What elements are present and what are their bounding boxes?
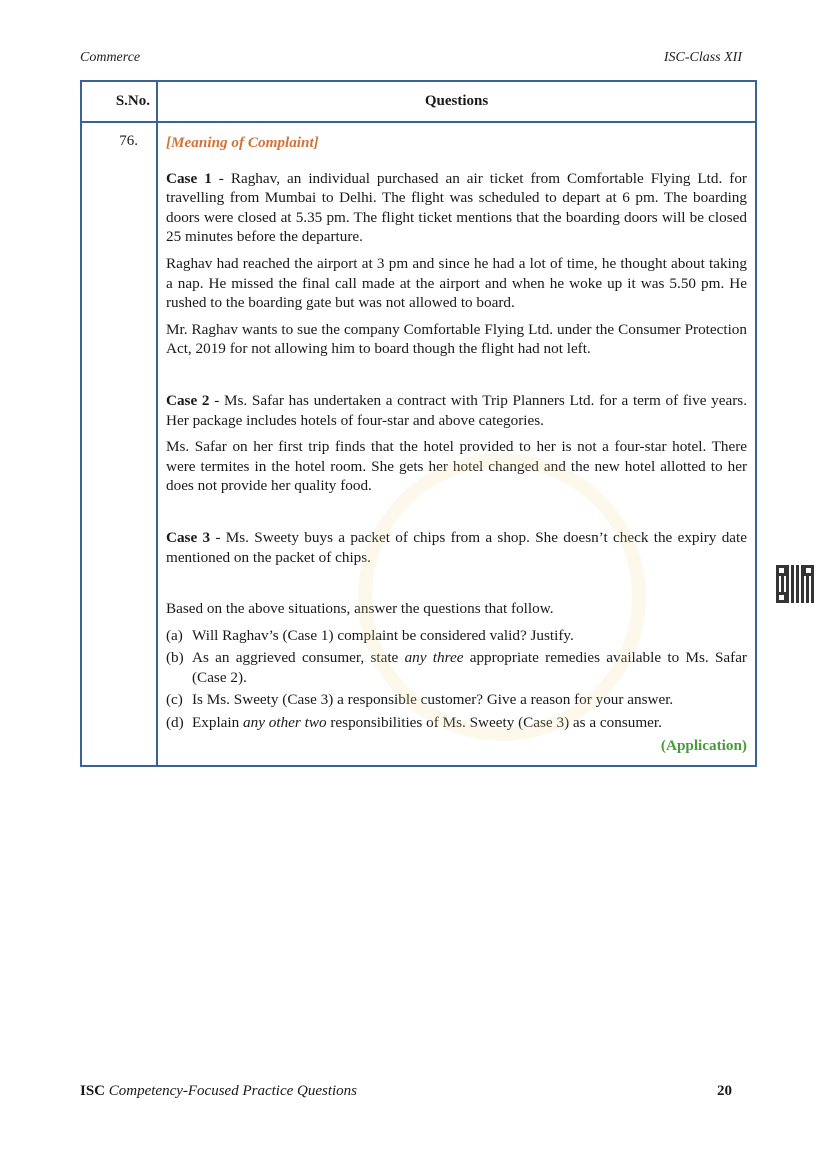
qr-code-icon[interactable] — [776, 565, 814, 603]
case-1 — [166, 169, 747, 359]
sub-question-a: (a) Will Raghav’s (Case 1) complaint be considered valid? Justify. — [166, 626, 574, 644]
subject-label: Commerce — [80, 50, 141, 65]
sub-question-d: (d) Explain any other two responsibilities of Ms. Sweety (Case 3) as a consumer. — [166, 714, 662, 732]
class-label: ISC-Class XII — [663, 50, 742, 65]
case-2 — [166, 391, 747, 496]
question-number: 76. — [81, 122, 157, 766]
case-text: - Ms. Safar has undertaken a contract with Trip Planners Ltd. for a term of five years. Her package includes hotels of four-star and above categories. — [166, 391, 747, 429]
page-footer — [80, 1083, 732, 1100]
case-text: Raghav had reached the airport at 3 pm and since he had a lot of time, he thought about taking a nap. He missed the final call made at the airport and when he woke up it was 5.50 pm. He rushed to the boarding gate but was not allowed to board. — [166, 254, 747, 312]
topic-heading: [Meaning of Complaint] — [166, 134, 319, 151]
column-header-questions: Questions — [157, 81, 756, 122]
table-row — [81, 122, 756, 766]
case-text: Ms. Safar on her first trip finds that the hotel provided to her is not a four-star hotel. There were termites in the hotel room. She gets her hotel changed and the new hotel allotted to her does not provide her quality food. — [166, 438, 747, 495]
sub-question-c: (c) Is Ms. Sweety (Case 3) a responsible customer? Give a reason for your answer. — [166, 691, 674, 709]
case-text: - Ms. Sweety buys a packet of chips from a shop. She doesn’t check the expiry date mentioned on the packet of chips. — [166, 528, 747, 566]
case-3 — [166, 528, 747, 567]
questions-prompt: Based on the above situations, answer the questions that follow. — [166, 600, 554, 618]
questions-table — [80, 80, 757, 767]
case-text: Mr. Raghav wants to sue the company Comfortable Flying Ltd. under the Consumer Protection Act, 2019 for not allowing him to board though the flight had not left. — [166, 320, 747, 358]
case-label: Case 1 — [166, 169, 212, 187]
footer-title: ISC Competency-Focused Practice Questions — [80, 1083, 358, 1099]
sub-question-b: (b) As an aggrieved consumer, state any three appropriate remedies available to Ms. Safar (Case 2). — [166, 649, 747, 686]
running-header — [80, 50, 742, 66]
case-label: Case 2 — [166, 391, 210, 409]
table-header-row — [81, 81, 756, 122]
case-label: Case 3 — [166, 528, 211, 546]
cognitive-level-tag: (Application) — [660, 736, 747, 754]
column-header-sno: S.No. — [81, 81, 157, 122]
question-body — [157, 122, 756, 766]
page-number: 20 — [717, 1083, 732, 1099]
case-text: - Raghav, an individual purchased an air ticket from Comfortable Flying Ltd. for travelling from Mumbai to Delhi. The flight was scheduled to depart at 6 pm. The boarding doors were closed at 5.35 pm. The flight ticket mentions that the boarding doors will be closed 25 minutes before the departure. — [166, 169, 747, 246]
sub-questions — [166, 626, 747, 733]
